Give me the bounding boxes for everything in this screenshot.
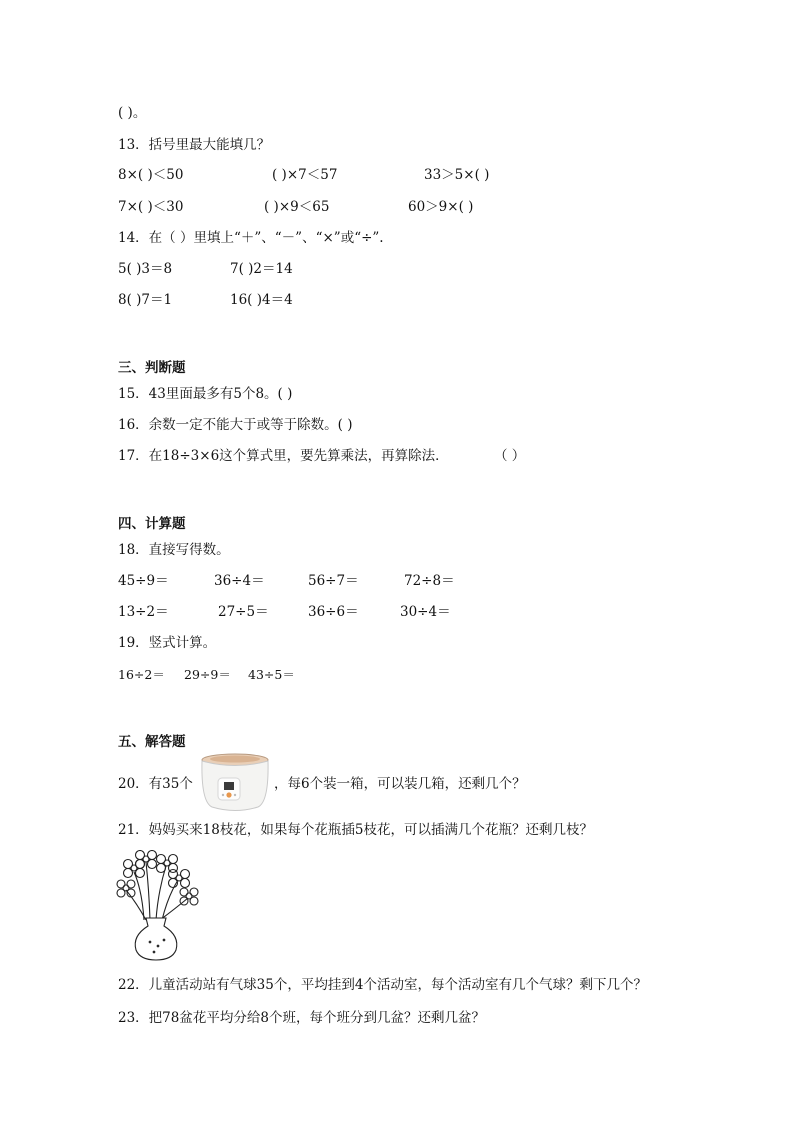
q18-row2-b: 27÷5＝ (218, 604, 269, 620)
q21: 21．妈妈买来18枝花，如果每个花瓶插5枝花，可以插满几个花瓶？还剩几枝？ (118, 822, 593, 838)
q19-item-a: 16÷2＝ (118, 667, 165, 682)
q18-row2-c: 36÷6＝ (308, 604, 359, 620)
q13-row1-c: 33＞5×( ) (424, 167, 490, 183)
q14-row2-b: 16( )4＝4 (230, 292, 293, 308)
q14-row1-b: 7( )2＝14 (230, 261, 293, 277)
q19-item-c: 43÷5＝ (248, 667, 295, 682)
q22: 22．儿童活动站有气球35个，平均挂到4个活动室，每个活动室有几个气球？剩下几个？ (118, 977, 647, 993)
q23: 23．把78盆花平均分给8个班，每个班分到几盆？还剩几盆？ (118, 1010, 485, 1026)
q17-answer-paren: （ ） (494, 448, 526, 464)
section-5-title: 五、解答题 (118, 734, 186, 750)
q14-title: 14．在（ ）里填上“＋”、“－”、“×”或“÷”. (118, 230, 384, 246)
q15: 15．43里面最多有5个8。( ) (118, 386, 293, 402)
q16: 16．余数一定不能大于或等于除数。( ) (118, 417, 353, 433)
q13-row2-a: 7×( )＜30 (118, 199, 184, 215)
q18-row1-d: 72÷8＝ (404, 573, 455, 589)
q14-row2-a: 8( )7＝1 (118, 292, 173, 308)
q13-row2-c: 60＞9×( ) (408, 199, 474, 215)
q13-title: 13．括号里最大能填几？ (118, 137, 271, 153)
q19-item-b: 29÷9＝ (184, 667, 231, 682)
q20-part-b: ，每6个装一箱，可以装几箱，还剩几个？ (274, 776, 526, 792)
q20-part-a: 20．有35个 (118, 776, 193, 792)
q18-row1-c: 56÷7＝ (308, 573, 359, 589)
q18-row2-a: 13÷2＝ (118, 604, 169, 620)
yogurt-maker-image (198, 752, 272, 814)
q12-tail: ( )。 (118, 105, 147, 121)
q19: 19．竖式计算。 (118, 635, 217, 651)
q18-row2-d: 30÷4＝ (400, 604, 451, 620)
section-4-title: 四、计算题 (118, 516, 186, 532)
q18-row1-b: 36÷4＝ (214, 573, 265, 589)
q13-row1-b: ( )×7＜57 (272, 167, 338, 183)
section-3-title: 三、判断题 (118, 360, 186, 376)
flower-vase-image (116, 850, 200, 962)
q17: 17．在18÷3×6这个算式里，要先算乘法，再算除法． (118, 448, 449, 464)
q18: 18．直接写得数。 (118, 542, 230, 558)
q14-row1-a: 5( )3＝8 (118, 261, 173, 277)
q18-row1-a: 45÷9＝ (118, 573, 169, 589)
q13-row1-a: 8×( )＜50 (118, 167, 184, 183)
q13-row2-b: ( )×9＜65 (264, 199, 330, 215)
